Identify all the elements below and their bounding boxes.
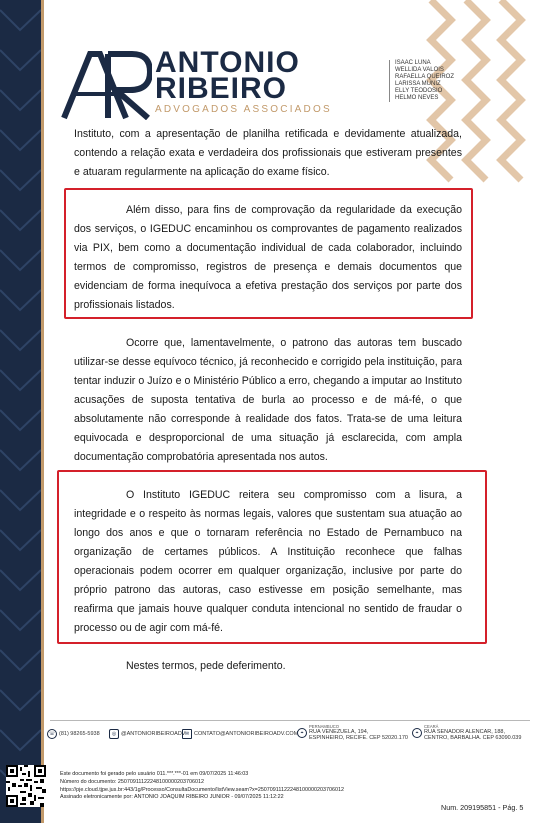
office-address-line2: ESPINHEIRO, RECIFE. CEP 52020.170: [309, 735, 408, 741]
instagram-icon: ◎: [109, 729, 119, 739]
footer-office-pe: [297, 724, 408, 741]
partner-name: LARISSA MUNIZ: [395, 81, 441, 87]
paragraph-text: O Instituto IGEDUC reitera seu compromisso com a lisura, a integridade e o respeito às normas legais, valores que sustentam sua atuação ao longo dos anos e que o tornaram referência no Estado de Pernambuco na organização de certames públicos. A Instituição reconhece que falhas operacionais podem ocorrer em qualquer organização, inclusive por parte do próprio patrono das autoras, caso estivesse em posição semelhante, mas reafirma que jamais houve qualquer conduta intencional no sentido de fraudar o processo ou de agir com má-fé.: [74, 489, 462, 634]
footer-office-ce: [412, 724, 521, 741]
paragraph-text: Além disso, para fins de comprovação da regularidade da execução dos serviços, o IGEDUC encaminhou os comprovantes de pagamento realizados via PIX, bem como a documentação individual de cada colaborador, incluindo termos de compromisso, registros de presença e demais documentos que evidenciam de forma inequívoca a efetiva prestação dos serviços por parte dos profissionais listados.: [74, 204, 462, 311]
map-pin-icon: ⌖: [297, 728, 307, 738]
office-label: PERNAMBUCO: [309, 724, 340, 729]
instagram-text: @ANTONIORIBEIROADV: [121, 731, 186, 737]
left-decorative-stripe: [0, 0, 41, 823]
signature-line: Este documento foi gerado pelo usuário 011.***.***-01 em 09/07/2025 11:46:03: [60, 771, 249, 777]
zigzag-pattern: [0, 0, 41, 823]
left-accent-line: [41, 0, 44, 823]
email-icon: ✉: [182, 729, 192, 739]
office-address-line2: CENTRO, BARBALHA. CEP 63090.039: [424, 735, 522, 741]
footer-phone: [47, 729, 100, 739]
map-pin-icon: ⌖: [412, 728, 422, 738]
brand-name-line2: RIBEIRO: [155, 72, 288, 105]
office-address-line1: RUA SENADOR ALENCAR, 188,: [424, 729, 506, 735]
phone-text: (81) 98265-5938: [59, 731, 100, 737]
signature-line: Assinado eletronicamente por: ANTONIO JOAQUIM RIBEIRO JUNIOR - 09/07/2025 11:12:22: [60, 794, 284, 801]
whatsapp-icon: ☏: [48, 731, 56, 737]
partner-name: WELLIDA VALOIS: [395, 67, 444, 73]
brand-name-line1: ANTONIO: [155, 46, 300, 79]
page-number: Num. 209195851 - Pág. 5: [441, 803, 524, 812]
brand-block: [155, 46, 332, 115]
partners-list: [389, 60, 454, 102]
partner-name: HELMO NEVES: [395, 95, 439, 101]
email-text: CONTATO@ANTONIORIBEIROADV.COM: [194, 731, 299, 737]
paragraph-text: Nestes termos, pede deferimento.: [126, 660, 286, 672]
highlight-box: [64, 188, 473, 319]
closing-line: [74, 657, 462, 676]
partner-name: ELLY TEODOSIO: [395, 88, 443, 94]
footer-email[interactable]: [182, 729, 298, 739]
letterhead: [60, 46, 540, 130]
partner-name: ISAAC LUNA: [395, 60, 431, 66]
partner-name: RAFAELLA QUEIROZ: [395, 74, 455, 80]
paragraph-continuation: Instituto, com a apresentação de planilha retificada e devidamente atualizada, contendo a relação exata e verdadeira dos profissionais que estiveram presentes e atuaram regularmente na aplicação do exame físico.: [74, 128, 462, 178]
logo-ar-icon: [60, 50, 152, 120]
office-address-line1: RUA VENEZUELA, 194,: [309, 729, 369, 735]
highlight-box: [57, 470, 487, 644]
document-url[interactable]: https://pje.cloud.tjpe.jus.br:443/1g/Processo/ConsultaDocumento/listView.seam?x=25070911122248100000203706012: [60, 786, 344, 793]
signature-line: Número do documento: 25070911122248100000203706012: [60, 778, 204, 785]
qr-code-icon: [6, 765, 46, 807]
footer-instagram[interactable]: [109, 729, 185, 739]
electronic-signature-block: [60, 771, 344, 802]
office-label: CEARÁ: [424, 724, 439, 729]
brand-subtitle: ADVOGADOS ASSOCIADOS: [155, 104, 332, 115]
footer-divider: [50, 720, 530, 721]
paragraph-text: Ocorre que, lamentavelmente, o patrono das autoras tem buscado utilizar-se desse equívoco técnico, já reconhecido e corrigido pela instituição, para tentar induzir o Juízo e o Ministério Público a erro, chegando a imputar ao Instituto acusações de suposta tentativa de burla ao processo e de má-fé, o que absolutamente não corresponde à realidade dos fatos. Trata-se de uma leitura equivocada e desproporcional de uma situação já esclarecida, com ampla documentação comprobatória apresentada nos autos.: [74, 337, 462, 463]
paragraph-3: [74, 334, 462, 467]
